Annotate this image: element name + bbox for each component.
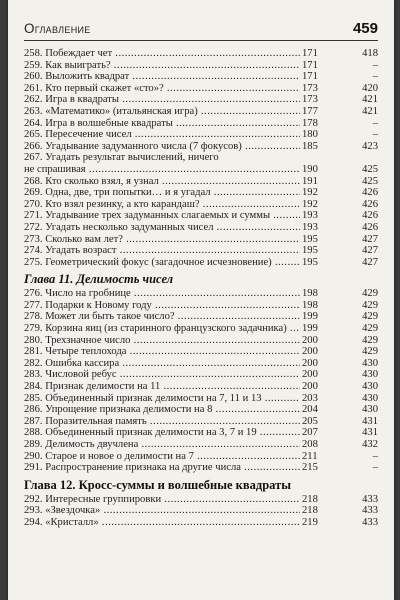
toc-entry-answer-page: 426 (362, 210, 378, 222)
toc-entry-answer-page: 426 (362, 198, 378, 210)
toc-entry (24, 494, 378, 506)
toc-entry-answer-page: 430 (362, 357, 378, 369)
toc-entry-title: 278. Может ли быть такое число? ..... (24, 311, 300, 323)
toc-entry (24, 245, 378, 257)
toc-entry (24, 176, 378, 188)
toc-entry-answer-page: 426 (362, 221, 378, 233)
toc-entry (24, 199, 378, 211)
toc-entry-page: 192 (300, 199, 328, 211)
toc-entry-title: 262. Игра в квадраты ..... (24, 94, 300, 106)
toc-entry-answer-page: 433 (362, 493, 378, 505)
toc-entry-page: 215 (300, 462, 328, 474)
toc-entry-answer-page: 421 (362, 105, 378, 117)
toc-entry-answer-page: 427 (362, 256, 378, 268)
book-page (8, 0, 394, 600)
toc-entry (24, 335, 378, 347)
toc-entry-title: 284. Признак делимости на 11 ..... (24, 381, 300, 393)
toc-entry-answer-page: 425 (362, 163, 378, 175)
toc-entry-answer-page: 430 (362, 369, 378, 381)
toc-entry-answer-page: 429 (362, 334, 378, 346)
toc-entry-answer-page: 430 (362, 392, 378, 404)
toc-entry-title: 281. Четыре теплохода ..... (24, 346, 300, 358)
toc-entry-title: 274. Угадать возраст ..... (24, 245, 300, 257)
toc-entry-answer-page: 433 (362, 516, 378, 528)
toc-entry (24, 517, 378, 529)
toc-entry-page: 177 (300, 106, 328, 118)
toc-entry-page: 171 (300, 71, 328, 83)
page-number: 459 (352, 20, 378, 37)
page-header (24, 14, 378, 41)
toc-entry-title: 264. Игра в волшебные квадраты ..... (24, 118, 300, 130)
toc-entry-title: 261. Кто первый скажет «сто»? ..... (24, 83, 300, 95)
toc-entry-page: 205 (300, 416, 328, 428)
toc-entry (24, 416, 378, 428)
toc-entry-page: 207 (300, 427, 328, 439)
running-title: Оглавление (24, 21, 91, 36)
toc-entry-answer-page: – (372, 450, 378, 462)
toc-entry-title: 260. Выложить квадрат ..... (24, 71, 300, 83)
toc-entry-page: 191 (300, 176, 328, 188)
toc-entry-page: 195 (300, 245, 328, 257)
toc-entry (24, 300, 378, 312)
toc-entry-title: 271. Угадывание трех задуманных слагаемых и суммы ..... (24, 210, 300, 222)
toc-entry-title: 280. Трехзначное число ..... (24, 335, 300, 347)
toc-entry-page: 195 (300, 257, 328, 269)
toc-entry-answer-page: 426 (362, 187, 378, 199)
toc-entry-title: 289. Делимость двучлена ..... (24, 439, 300, 451)
toc-entry-title: 293. «Звездочка» ..... (24, 505, 300, 517)
toc-entry-title: 270. Кто взял резинку, а кто карандаш? ..... (24, 199, 300, 211)
toc-entry-page: 195 (300, 234, 328, 246)
toc-entry-answer-page: 427 (362, 233, 378, 245)
toc-entry-title: 291. Распространение признака на другие числа ..... (24, 462, 300, 474)
toc-entry-title: 267. Угадать результат вычислений, ничего (24, 152, 219, 164)
toc-entry (24, 288, 378, 300)
toc-entry-page: 180 (300, 129, 328, 141)
toc-entry-title: 273. Сколько вам лет? ..... (24, 234, 300, 246)
toc-entry-title: 268. Кто сколько взял, я узнал ..... (24, 176, 300, 188)
toc-entry-answer-page: 430 (362, 404, 378, 416)
toc-entry-title: 294. «Кристалл» ..... (24, 517, 300, 529)
toc-entry (24, 83, 378, 95)
toc-entry-page: 173 (300, 83, 328, 95)
toc-entry-answer-page: – (372, 129, 378, 141)
toc-entry-page: 192 (300, 187, 328, 199)
toc-entry-answer-page: 429 (362, 311, 378, 323)
toc-entry (24, 346, 378, 358)
toc-entry-title: 258. Побеждает чет ..... (24, 48, 300, 60)
toc-entry-answer-page: 418 (362, 48, 378, 59)
toc-group-3 (24, 494, 378, 529)
toc-entry-page: 200 (300, 335, 328, 347)
toc-group-2 (24, 288, 378, 474)
toc-entry-answer-page: 432 (362, 439, 378, 450)
toc-entry-answer-page: 429 (362, 299, 378, 311)
toc-entry (24, 164, 378, 176)
toc-entry-page: 198 (300, 288, 328, 300)
toc-entry (24, 404, 378, 416)
toc-entry-title: 290. Старое и новое о делимости на 7 ..... (24, 451, 300, 463)
toc-entry-page: 171 (300, 60, 328, 72)
toc-entry (24, 60, 378, 72)
toc-entry (24, 393, 378, 405)
toc-entry-page: 200 (300, 381, 328, 393)
toc-entry-answer-page: 421 (362, 94, 378, 106)
toc-entry (24, 152, 378, 164)
chapter-heading-12: Глава 12. Кросс-суммы и волшебные квадраты (24, 477, 291, 492)
toc-entry-title: 279. Корзина яиц (из старинного французского задачника) ..... (24, 323, 300, 335)
toc-entry-answer-page: 433 (362, 505, 378, 517)
toc-entry-page: 204 (300, 404, 328, 416)
toc-entry (24, 358, 378, 370)
table-of-contents (24, 48, 378, 529)
toc-entry-page: 199 (300, 323, 328, 335)
toc-entry-title: 265. Пересечение чисел ..... (24, 129, 300, 141)
toc-entry (24, 71, 378, 83)
toc-entry-page: 173 (300, 94, 328, 106)
toc-entry-title: 282. Ошибка кассира ..... (24, 358, 300, 370)
toc-entry (24, 311, 378, 323)
toc-entry-title: 266. Угадывание задуманного числа (7 фокусов) ..... (24, 141, 300, 153)
toc-entry-answer-page: 429 (362, 323, 378, 335)
toc-entry-title: 275. Геометрический фокус (загадочное исчезновение) ..... (24, 257, 300, 269)
toc-entry (24, 222, 378, 234)
toc-entry-title: 288. Объединенный признак делимости на 3, 7 и 19 ..... (24, 427, 300, 439)
toc-entry-page: 218 (300, 494, 328, 506)
toc-entry-answer-page: – (372, 59, 378, 71)
toc-entry-page: 218 (300, 505, 328, 517)
toc-entry-page: 193 (300, 210, 328, 222)
toc-entry-page: 199 (300, 311, 328, 323)
toc-entry-title: 292. Интересные группировки ..... (24, 494, 300, 506)
toc-entry-answer-page: 431 (362, 415, 378, 427)
toc-entry-title: 269. Одна, две, три попытки… и я угадал ..... (24, 187, 300, 199)
toc-entry-page: 200 (300, 346, 328, 358)
toc-entry-page: 211 (300, 451, 328, 463)
toc-entry (24, 48, 378, 60)
chapter-heading-11: Глава 11. Делимость чисел (24, 272, 174, 287)
toc-entry (24, 323, 378, 335)
toc-entry (24, 94, 378, 106)
toc-entry (24, 427, 378, 439)
toc-entry-page: 219 (300, 517, 328, 529)
toc-entry (24, 129, 378, 141)
toc-entry-answer-page: 420 (362, 82, 378, 94)
toc-entry (24, 210, 378, 222)
toc-entry-title: не спрашивая ..... (24, 164, 300, 176)
toc-entry (24, 234, 378, 246)
toc-entry-title: 283. Числовой ребус ..... (24, 369, 300, 381)
toc-entry-page: 203 (300, 393, 328, 405)
toc-entry-title: 276. Число на гробнице ..... (24, 288, 300, 300)
toc-entry-title: 285. Объединенный признак делимости на 7, 11 и 13 ..... (24, 393, 300, 405)
toc-entry (24, 187, 378, 199)
toc-entry-page: 200 (300, 369, 328, 381)
toc-entry-answer-page: 425 (362, 175, 378, 187)
toc-group-1 (24, 48, 378, 268)
toc-entry-title: 286. Упрощение признака делимости на 8 ..... (24, 404, 300, 416)
toc-entry-answer-page: – (372, 71, 378, 83)
toc-entry-page: 178 (300, 118, 328, 130)
toc-entry-answer-page: 429 (362, 346, 378, 358)
toc-entry-page: 200 (300, 358, 328, 370)
toc-entry (24, 118, 378, 130)
toc-entry-page: 193 (300, 222, 328, 234)
toc-entry (24, 257, 378, 269)
toc-entry-answer-page: – (372, 117, 378, 129)
toc-entry-page: 190 (300, 164, 328, 176)
toc-entry-title: 272. Угадать несколько задуманных чисел ..... (24, 222, 300, 234)
toc-entry-title: 259. Как выиграть? ..... (24, 60, 300, 72)
toc-entry (24, 439, 378, 451)
toc-entry-page: 171 (300, 48, 328, 60)
toc-entry-answer-page: 431 (362, 427, 378, 439)
toc-entry (24, 462, 378, 474)
toc-entry (24, 369, 378, 381)
toc-entry-answer-page: 429 (362, 288, 378, 300)
toc-entry (24, 106, 378, 118)
toc-entry (24, 451, 378, 463)
toc-entry (24, 381, 378, 393)
toc-entry-page: 208 (300, 439, 328, 451)
toc-entry (24, 141, 378, 153)
toc-entry-title: 263. «Математико» (итальянская игра) ..... (24, 106, 300, 118)
toc-entry-answer-page: 430 (362, 381, 378, 393)
toc-entry-answer-page: 423 (362, 140, 378, 152)
toc-entry-title: 287. Поразительная память ..... (24, 416, 300, 428)
toc-entry-answer-page: – (372, 462, 378, 474)
toc-entry-title: 277. Подарки к Новому году ..... (24, 300, 300, 312)
toc-entry (24, 505, 378, 517)
toc-entry-answer-page: 427 (362, 245, 378, 257)
toc-entry-page: 198 (300, 300, 328, 312)
toc-entry-page: 185 (300, 141, 328, 153)
